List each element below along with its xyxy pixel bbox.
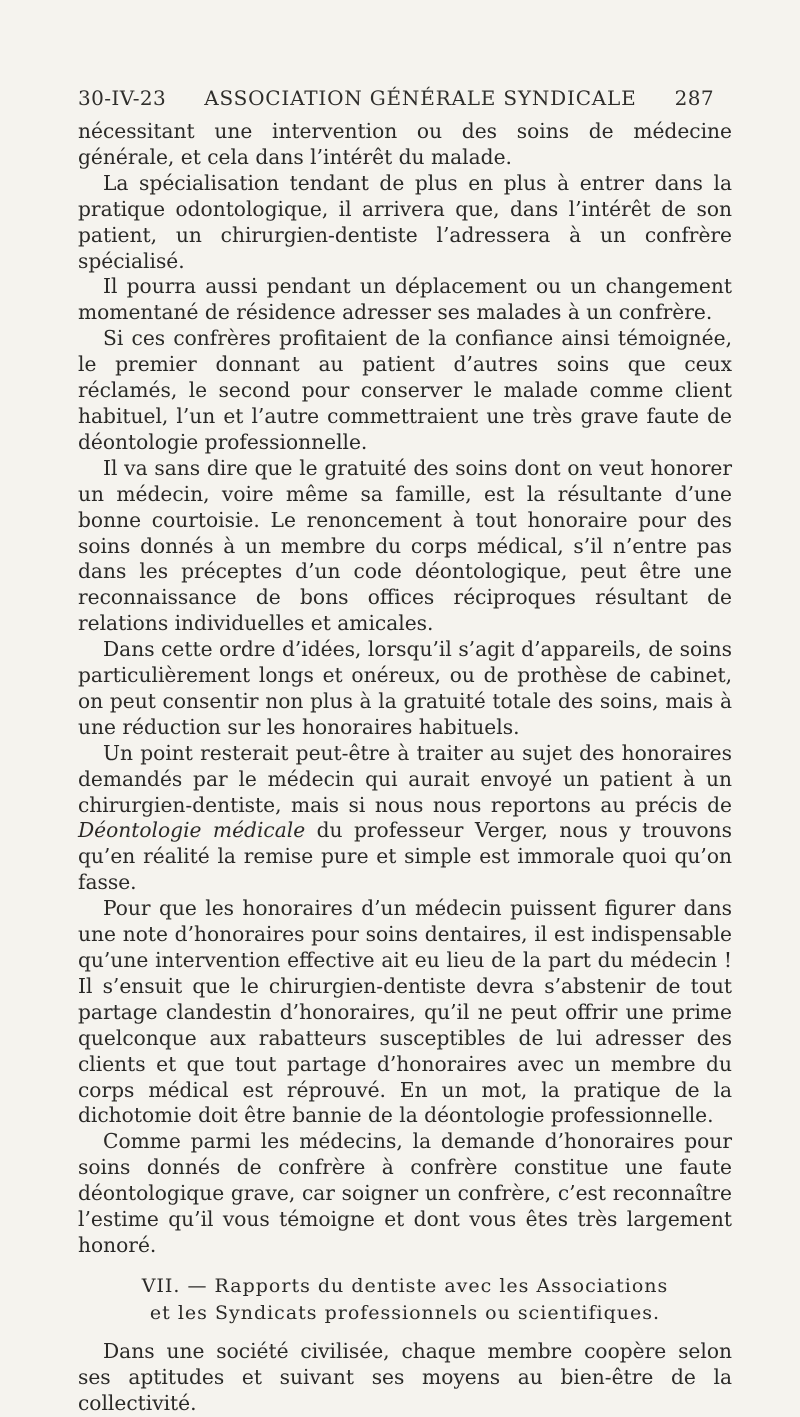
paragraph-confreres: Si ces confrères profitaient de la confiance ainsi témoignée, le premier donnant au patient d’autres soins que ceux réclamés, le second pour conserver le malade comme client habituel, l’un et l’autre commettraient une très grave faute de déontologie professionnelle. bbox=[78, 326, 732, 454]
paragraph-societe: Dans une société civilisée, chaque membre coopère selon ses aptitudes et suivant ses moyens au bien-être de la collectivité. bbox=[78, 1338, 732, 1415]
paragraph-specialisation: La spécialisation tendant de plus en plus à entrer dans la pratique odontologique, il arrivera que, dans l’intérêt de son patient, un chirurgien-dentiste l’adressera à un confrère spécialisé. bbox=[78, 170, 732, 273]
paragraph-confrere: Comme parmi les médecins, la demande d’honoraires pour soins donnés de confrère à confrère constitue une faute déontologique grave, car soigner un confrère, c’est reconnaître l’estime qu’il vous témoigne et dont vous êtes très largement honoré. bbox=[78, 1129, 732, 1257]
verger-book-title: Déontologie médicale bbox=[78, 818, 306, 843]
header-title: ASSOCIATION GÉNÉRALE SYNDICALE bbox=[204, 86, 637, 110]
paragraph-gratuite: Il va sans dire que le gratuité des soins dont on veut honorer un médecin, voire même sa famille, est la résultante d’une bonne courtoisie. Le renoncement à tout honoraire pour des soins donnés à un membre du corps médical, s’il n’entre pas dans les préceptes d’un code déontologique, peut être une reconnaissance de bons offices réciproques résultant de relations individuelles et amicales. bbox=[78, 455, 732, 636]
paragraph-continuation: nécessitant une intervention ou des soins de médecine générale, et cela dans l’intérêt du malade. bbox=[78, 119, 732, 169]
section-heading bbox=[78, 1273, 732, 1327]
section-heading-line2: et les Syndicats professionnels ou scientifiques. bbox=[149, 1301, 661, 1324]
header-date: 30-IV-23 bbox=[78, 86, 167, 110]
paragraph-appareils: Dans cette ordre d’idées, lorsqu’il s’agit d’appareils, de soins particulièrement longs et onéreux, ou de prothèse de cabinet, on peut consentir non plus à la gratuité totale des soins, mais à une réduction sur les honoraires habituels. bbox=[78, 637, 732, 739]
paragraph-deplacement: Il pourra aussi pendant un déplacement ou un changement momentané de résidence adresser ses malades à un confrère. bbox=[78, 274, 732, 325]
paragraph-honoraires: Pour que les honoraires d’un médecin puissent figurer dans une note d’honoraires pour soins dentaires, il est indispensable qu’une intervention effective ait eu lieu de la part du médecin ! Il s’ensuit que le chirurgien-dentiste devra s’abstenir de tout partage clandestin d’honoraires, qu’il ne peut offrir une prime quelconque aux rabatteurs susceptibles de lui adresser des clients et que tout partage d’honoraires avec un membre du corps médical est réprouvé. En un mot, la pratique de la dichotomie doit être bannie de la déontologie professionnelle. bbox=[78, 896, 732, 1128]
verger-text-before: Un point resterait peut-être à traiter au sujet des honoraires demandés par le médecin qui aurait envoyé un patient à un chirurgien-dentiste, mais si nous nous reportons au précis de bbox=[78, 740, 732, 817]
verger-text-after: du professeur Verger, nous y trouvons qu’en réalité la remise pure et simple est immorale quoi qu’on fasse. bbox=[78, 818, 733, 895]
page-number: 287 bbox=[674, 86, 714, 110]
body-text bbox=[78, 119, 732, 1417]
running-header bbox=[78, 86, 714, 116]
paragraph-verger bbox=[78, 741, 732, 896]
section-heading-line1: VII. — Rapports du dentiste avec les Associations bbox=[141, 1274, 669, 1297]
